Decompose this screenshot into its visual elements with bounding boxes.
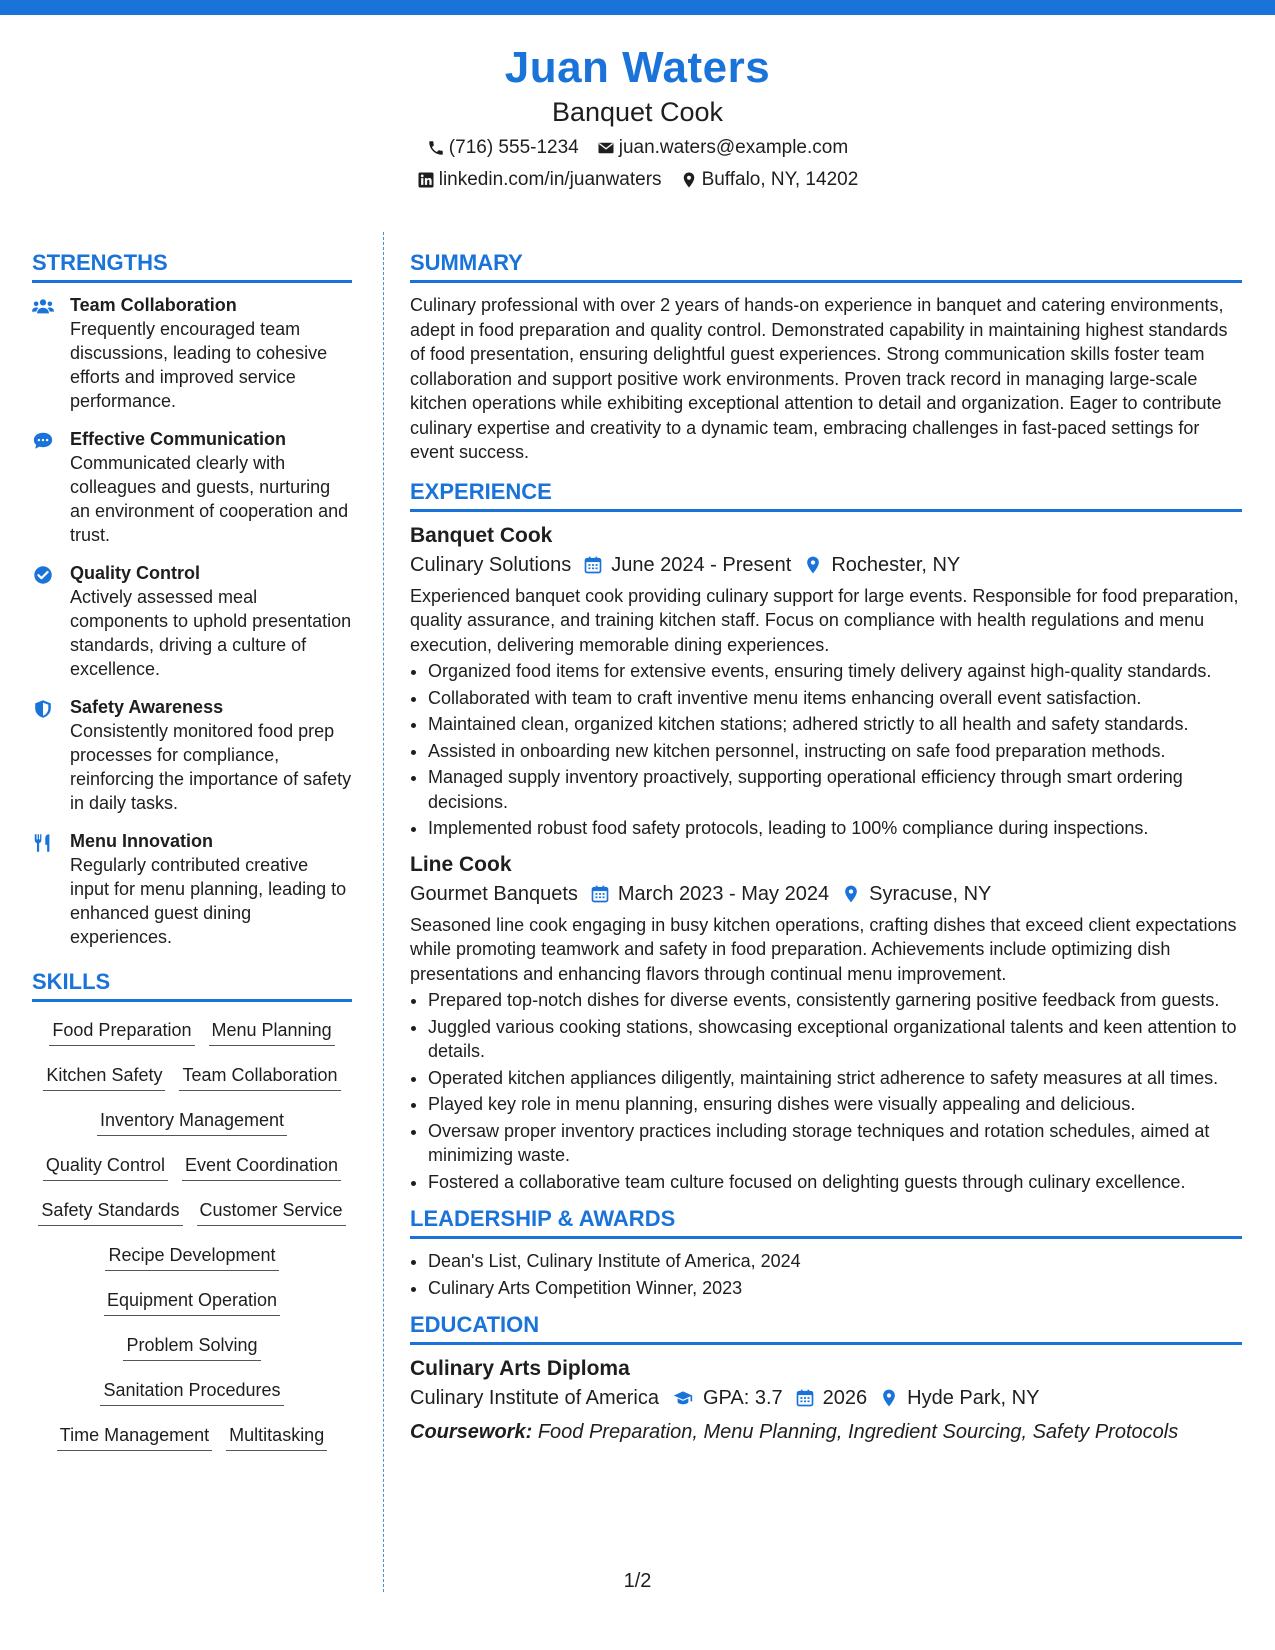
gpa-text: GPA: 3.7: [703, 1387, 783, 1409]
strength-item: [32, 561, 352, 681]
strength-desc: Frequently encouraged team discussions, leading to cohesive efforts and improved service performance.: [70, 319, 328, 411]
skills-list: [32, 1012, 352, 1462]
job-dates: [583, 550, 791, 580]
calendar-icon: [583, 555, 603, 575]
coursework-text: Food Preparation, Menu Planning, Ingredient Sourcing, Safety Protocols: [537, 1421, 1179, 1443]
bullet-item: • Played key role in menu planning, ensuring dishes were visually appealing and delicious.: [428, 1092, 1242, 1117]
strength-desc: Actively assessed meal components to uphold presentation standards, driving a culture of excellence.: [70, 587, 352, 679]
skill-tag: Customer Service: [197, 1198, 346, 1226]
job-entry: [410, 522, 1242, 841]
bullet-item: • Managed supply inventory proactively, supporting operational efficiency through smart ordering decisions.: [428, 765, 1242, 814]
skill-tag: Recipe Development: [105, 1243, 278, 1271]
envelope-icon: [597, 139, 615, 157]
job-meta: [410, 879, 1242, 909]
contact-email: [597, 134, 848, 162]
job-entry: [410, 851, 1242, 1195]
bullet-item: • Implemented robust food safety protocols, leading to 100% compliance during inspections.: [428, 816, 1242, 841]
education-location: [879, 1383, 1039, 1413]
phone-text: (716) 555-1234: [448, 137, 579, 158]
strength-title: Team Collaboration: [70, 295, 237, 315]
left-column: [32, 248, 352, 1462]
job-company: Culinary Solutions: [410, 553, 572, 576]
bullet-item: • Prepared top-notch dishes for diverse events, consistently garnering positive feedback from guests.: [428, 988, 1242, 1013]
contact-phone: [427, 134, 579, 162]
experience-heading: EXPERIENCE: [410, 477, 1242, 512]
phone-icon: [427, 139, 445, 157]
job-bullets: [410, 988, 1242, 1194]
skill-tag: Quality Control: [43, 1153, 168, 1181]
education-location-text: Hyde Park, NY: [907, 1387, 1040, 1409]
strength-title: Menu Innovation: [70, 831, 213, 851]
bullet-item: • Operated kitchen appliances diligently, maintaining strict adherence to safety measures at all times.: [428, 1066, 1242, 1091]
job-description: Seasoned line cook engaging in busy kitchen operations, crafting dishes that exceed client expectations while promoting teamwork and safety in food preparation. Achievements include optimizing dish presentations and enhancing flavors through continual menu improvement.: [410, 914, 1237, 984]
bullet-item: • Juggled various cooking stations, showcasing exceptional organizational talents and keen attention to details.: [428, 1015, 1242, 1064]
award-item: • Dean's List, Culinary Institute of America, 2024: [428, 1249, 1242, 1274]
job-company: Gourmet Banquets: [410, 882, 578, 905]
map-pin-icon: [680, 171, 698, 189]
bullet-item: • Collaborated with team to craft inventive menu items enhancing overall event satisfaction.: [428, 686, 1242, 711]
coursework: [410, 1417, 1242, 1447]
bullet-item: • Assisted in onboarding new kitchen personnel, instructing on safe food preparation methods.: [428, 739, 1242, 764]
skills-heading: SKILLS: [32, 967, 352, 1002]
strength-item: [32, 695, 352, 815]
skill-tag: Kitchen Safety: [43, 1063, 165, 1091]
school-name: Culinary Institute of America: [410, 1387, 659, 1409]
job-location-text: Rochester, NY: [831, 553, 961, 576]
shield-icon: [32, 699, 54, 719]
candidate-name: Juan Waters: [504, 43, 771, 92]
strength-title: Safety Awareness: [70, 697, 224, 717]
skill-tag: Team Collaboration: [179, 1063, 340, 1091]
strength-desc: Consistently monitored food prep processes for compliance, reinforcing the importance of safety in daily tasks.: [70, 721, 352, 813]
job-meta: [410, 550, 1242, 580]
utensils-icon: [32, 833, 54, 853]
job-dates-text: March 2023 - May 2024: [617, 882, 830, 905]
skill-tag: Safety Standards: [38, 1198, 182, 1226]
skill-tag: Inventory Management: [97, 1108, 287, 1136]
skill-tag: Multitasking: [226, 1423, 327, 1451]
degree-title: Culinary Arts Diploma: [410, 1357, 630, 1380]
right-column: [410, 248, 1242, 1447]
job-bullets: [410, 659, 1242, 841]
year-text: 2026: [822, 1387, 868, 1409]
strength-title: Quality Control: [70, 563, 200, 583]
graduation-cap-icon: [671, 1388, 695, 1408]
check-circle-icon: [32, 565, 54, 585]
skill-tag: Time Management: [57, 1423, 212, 1451]
bullet-item: • Fostered a collaborative team culture focused on delighting guests through culinary excellence.: [428, 1170, 1242, 1195]
strength-item: [32, 427, 352, 547]
skill-tag: Sanitation Procedures: [100, 1378, 283, 1406]
job-location-text: Syracuse, NY: [869, 882, 992, 905]
users-icon: [32, 297, 54, 317]
calendar-icon: [795, 1388, 815, 1408]
page-number: 1/2: [623, 1570, 652, 1592]
skill-tag: Equipment Operation: [104, 1288, 280, 1316]
skill-tag: Event Coordination: [182, 1153, 341, 1181]
contact-linkedin: [417, 166, 662, 194]
education-meta: [410, 1383, 1242, 1413]
summary-heading: SUMMARY: [410, 248, 1242, 283]
resume-header: [0, 40, 1275, 194]
map-pin-icon: [841, 884, 861, 904]
strength-item: [32, 829, 352, 949]
coursework-label: Coursework:: [410, 1421, 533, 1443]
strength-item: [32, 293, 352, 413]
calendar-icon: [590, 884, 610, 904]
strength-desc: Regularly contributed creative input for menu planning, leading to enhanced guest dining experiences.: [70, 855, 347, 947]
job-title: Line Cook: [410, 852, 512, 876]
chat-icon: [32, 431, 54, 451]
leadership-heading: LEADERSHIP & AWARDS: [410, 1204, 1242, 1239]
education-heading: EDUCATION: [410, 1310, 1242, 1345]
job-location: [803, 550, 960, 580]
leadership-list: [410, 1249, 1242, 1300]
map-pin-icon: [879, 1388, 899, 1408]
skill-tag: Menu Planning: [209, 1018, 335, 1046]
bullet-item: • Oversaw proper inventory practices including storage techniques and rotation schedules, aimed at minimizing waste.: [428, 1119, 1242, 1168]
bullet-item: • Organized food items for extensive events, ensuring timely delivery against high-quality standards.: [428, 659, 1242, 684]
contact-location: [680, 166, 859, 194]
column-divider: [383, 232, 384, 1592]
job-dates-text: June 2024 - Present: [611, 553, 792, 576]
bullet-item: • Maintained clean, organized kitchen stations; adhered strictly to all health and safety standards.: [428, 712, 1242, 737]
award-item: • Culinary Arts Competition Winner, 2023: [428, 1276, 1242, 1301]
email-text: juan.waters@example.com: [618, 137, 849, 158]
contact-row-2: [0, 166, 1275, 194]
skill-tag: Problem Solving: [123, 1333, 260, 1361]
top-accent-bar: [0, 0, 1275, 15]
job-dates: [590, 879, 829, 909]
summary-text: Culinary professional with over 2 years of hands-on experience in banquet and catering environments, adept in food preparation and quality control. Demonstrated capability in maintaining highest standards of food presentation, ensuring delightful guest experiences. Strong communication skills foster team collaboration and support positive work environments. Proven track record in managing large-scale kitchen operations while exhibiting exceptional attention to detail and organization. Eager to contribute culinary expertise and creativity to a dynamic team, embracing challenges in fast-paced settings for event success.: [410, 295, 1228, 462]
skill-tag: Food Preparation: [49, 1018, 194, 1046]
education-gpa: [671, 1383, 783, 1413]
strength-title: Effective Communication: [70, 429, 287, 449]
strengths-heading: STRENGTHS: [32, 248, 352, 283]
candidate-title: Banquet Cook: [551, 97, 724, 127]
job-title: Banquet Cook: [410, 523, 553, 547]
job-location: [841, 879, 991, 909]
linkedin-text: linkedin.com/in/juanwaters: [438, 169, 662, 190]
contact-row-1: [0, 134, 1275, 162]
job-description: Experienced banquet cook providing culinary support for large events. Responsible for food preparation, quality assurance, and training kitchen staff. Focus on compliance with health regulations and menu execution, delivering memorable dining experiences.: [410, 585, 1239, 655]
strength-desc: Communicated clearly with colleagues and guests, nurturing an environment of cooperation and trust.: [70, 453, 349, 545]
location-text: Buffalo, NY, 14202: [701, 169, 859, 190]
map-pin-icon: [803, 555, 823, 575]
education-year: [795, 1383, 868, 1413]
linkedin-icon: [417, 171, 435, 189]
